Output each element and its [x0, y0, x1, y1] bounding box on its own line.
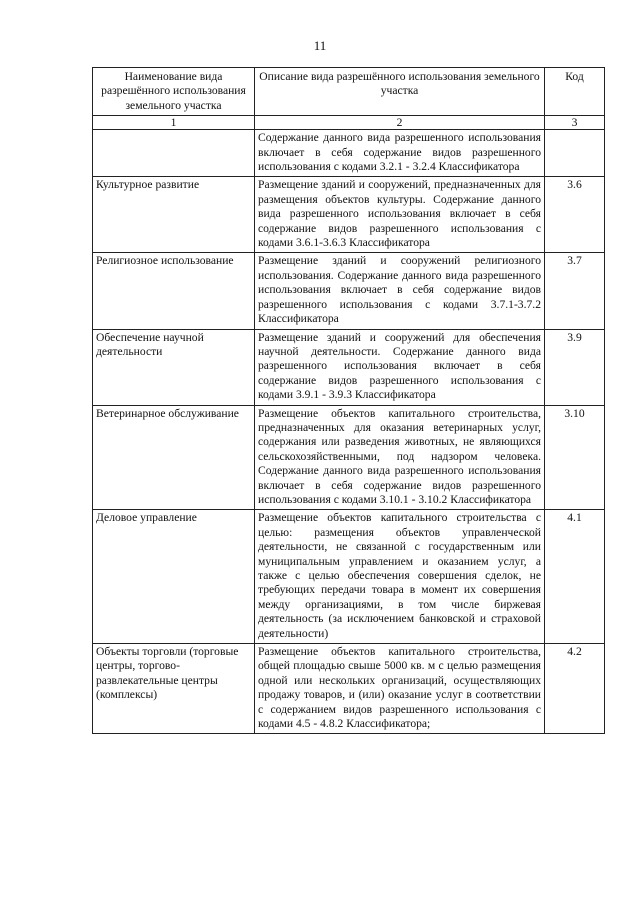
- row-code: 4.1: [545, 510, 605, 644]
- row-description: Размещение зданий и сооружений для обеспечения научной деятельности. Содержание данного вида разрешенного использования включает в себя содержание видов разрешенного использования с кодами 3.9.1 - 3.9.3 Классификатора: [255, 329, 545, 405]
- row-name: Культурное развитие: [93, 177, 255, 253]
- row-name: [93, 130, 255, 177]
- table-header-row: [93, 68, 605, 116]
- table-row: [93, 329, 605, 405]
- row-name: Объекты торговли (торговые центры, торгово-развлекательные центры (комплексы): [93, 644, 255, 734]
- row-description: Содержание данного вида разрешенного использования включает в себя содержание видов разрешенного использования с кодами 3.2.1 - 3.2.4 Классификатора: [255, 130, 545, 177]
- column-number: 2: [255, 116, 545, 130]
- row-code: 4.2: [545, 644, 605, 734]
- row-name: Религиозное использование: [93, 253, 255, 329]
- header-code: Код: [545, 68, 605, 116]
- row-code: 3.10: [545, 405, 605, 510]
- row-code: 3.7: [545, 253, 605, 329]
- row-name: Ветеринарное обслуживание: [93, 405, 255, 510]
- row-description: Размещение объектов капитального строительства с целью: размещения объектов управленческой деятельности, не связанной с государственным или муниципальным управлением и оказанием услуг, а также с целью обеспечения совершения сделок, не требующих передачи товара в момент их совершения между организациями, в том числе биржевая деятельность (за исключением банковской и страховой деятельности): [255, 510, 545, 644]
- row-code: [545, 130, 605, 177]
- header-name: Наименование вида разрешённого использования земельного участка: [93, 68, 255, 116]
- table-row: [93, 405, 605, 510]
- row-description: Размещение объектов капитального строительства, предназначенных для оказания ветеринарных услуг, содержания или разведения животных, не являющихся сельскохозяйственными, под надзором человека. Содержание данного вида разрешенного использования включает в себя содержание видов разрешенного использования с кодами 3.10.1 - 3.10.2 Классификатора: [255, 405, 545, 510]
- column-number-row: [93, 116, 605, 130]
- table-row: [93, 644, 605, 734]
- row-name: Обеспечение научной деятельности: [93, 329, 255, 405]
- land-use-table: [92, 67, 605, 734]
- table-row: [93, 177, 605, 253]
- column-number: 3: [545, 116, 605, 130]
- table-row: [93, 510, 605, 644]
- table-row: [93, 130, 605, 177]
- page-number: 11: [313, 38, 327, 53]
- row-code: 3.9: [545, 329, 605, 405]
- column-number: 1: [93, 116, 255, 130]
- row-description: Размещение зданий и сооружений, предназначенных для размещения объектов культуры. Содержание данного вида разрешенного использования включает в себя содержание видов разрешенного использования с кодами 3.6.1-3.6.3 Классификатора: [255, 177, 545, 253]
- row-code: 3.6: [545, 177, 605, 253]
- row-name: Деловое управление: [93, 510, 255, 644]
- header-description: Описание вида разрешённого использования земельного участка: [255, 68, 545, 116]
- row-description: Размещение объектов капитального строительства, общей площадью свыше 5000 кв. м с целью размещения одной или нескольких организаций, осуществляющих продажу товаров, и (или) оказание услуг в соответствии с содержанием видов разрешенного использования с кодами 4.5 - 4.8.2 Классификатора;: [255, 644, 545, 734]
- row-description: Размещение зданий и сооружений религиозного использования. Содержание данного вида разрешенного использования включает в себя содержание видов разрешенного использования с кодами 3.7.1-3.7.2 Классификатора: [255, 253, 545, 329]
- table-row: [93, 253, 605, 329]
